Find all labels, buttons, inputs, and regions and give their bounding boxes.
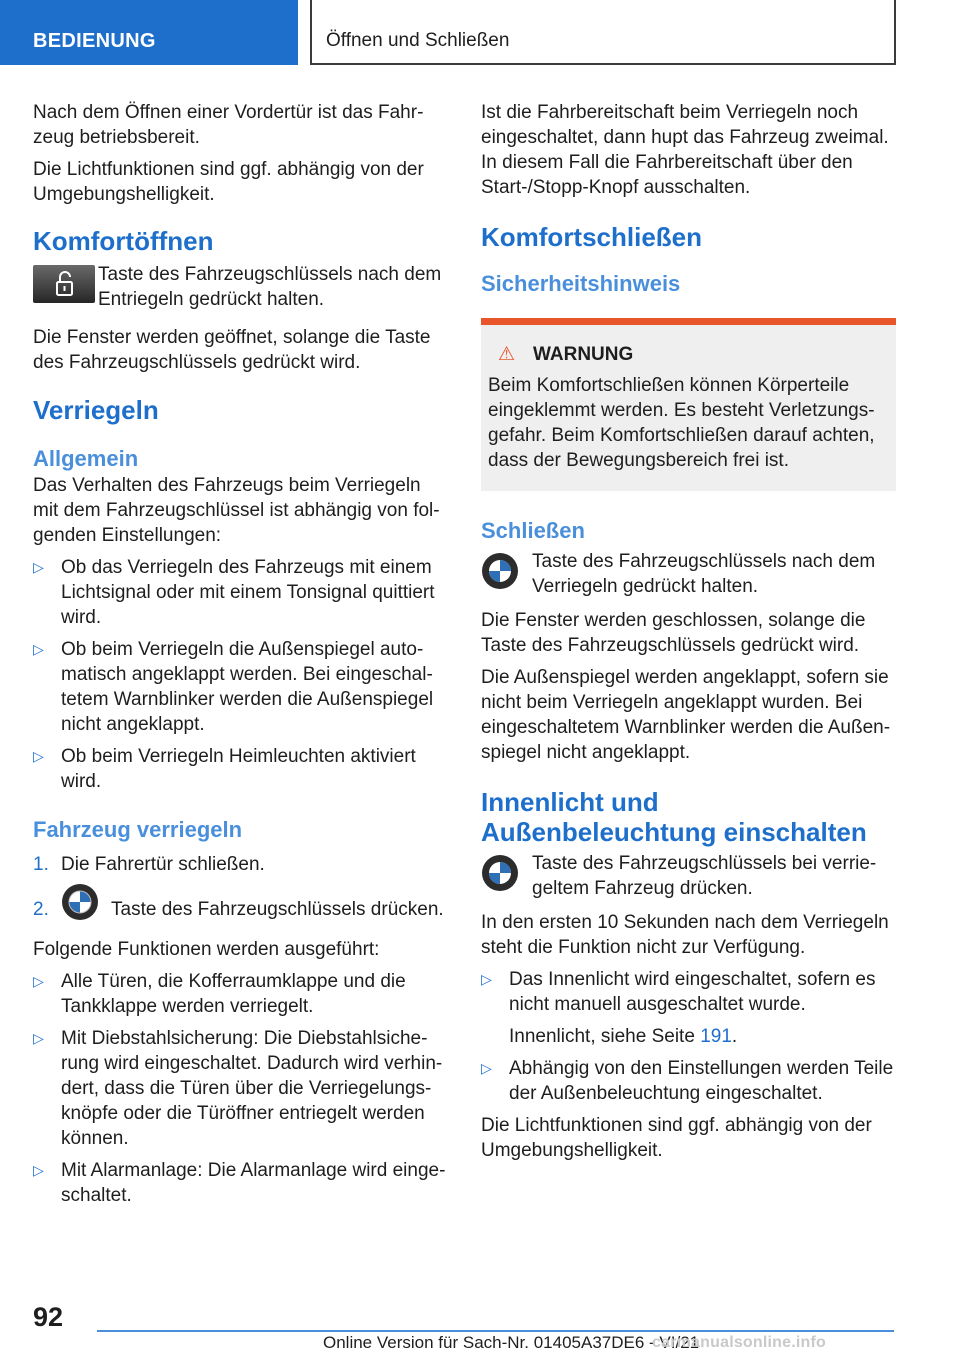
warning-box	[481, 318, 896, 491]
page-reference: Innenlicht, siehe Seite 191.	[509, 1026, 738, 1047]
triangle-bullet-icon: ▷	[33, 559, 44, 575]
watermark: carmanualsonline.info	[652, 1334, 827, 1351]
page-number: 92	[33, 1302, 64, 1332]
heading-schliessen: Schließen	[481, 518, 585, 543]
step-text: Die Fahrertür schließen.	[61, 854, 265, 875]
windows-close-paragraph: Die Fenster werden geschlossen, solange die Taste des Fahrzeugschlüssels gedrückt wird.	[481, 610, 866, 656]
key-unlock-text: Taste des Fahrzeugschlüssels nach dem Entriegeln gedrückt halten.	[98, 264, 442, 310]
list-item: ▷ Mit Alarmanlage: Die Alarmanlage wird einge-schaltet.	[33, 1160, 446, 1206]
warning-text: Beim Komfortschließen können Körperteile eingeklemmt werden. Es besteht Verletzungs-gefahr. Beim Komfortschließen darauf achten, dass der Bewegungsbereich frei ist.	[488, 375, 875, 471]
step-number: 1.	[33, 854, 49, 875]
unlock-button-icon	[33, 265, 95, 308]
footer-divider	[97, 1330, 894, 1332]
windows-open-paragraph: Die Fenster werden geöffnet, solange die Taste des Fahrzeugschlüssels gedrückt wird.	[33, 327, 431, 373]
triangle-bullet-icon: ▷	[33, 641, 44, 657]
light-note-paragraph: Die Lichtfunktionen sind ggf. abhängig von der Umgebungshelligkeit.	[481, 1115, 872, 1161]
heading-allgemein: Allgemein	[33, 446, 139, 471]
step-number: 2.	[33, 899, 49, 920]
list-item: ▷ Das Innenlicht wird eingeschaltet, sofern es nicht manuell ausgeschaltet wurde. Innenlicht, siehe Seite 191.	[481, 967, 896, 1049]
right-column	[481, 100, 896, 1170]
header-section-label: BEDIENUNG	[33, 30, 156, 52]
triangle-bullet-icon: ▷	[33, 1030, 44, 1046]
heading-verriegeln: Verriegeln	[33, 395, 159, 425]
list-item: ▷ Abhängig von den Einstellungen werden Teile der Außenbeleuchtung eingeschaltet.	[481, 1058, 894, 1104]
step-text: Taste des Fahrzeugschlüssels drücken.	[111, 899, 444, 920]
heading-sicherheitshinweis: Sicherheitshinweis	[481, 271, 681, 296]
triangle-bullet-icon: ▷	[481, 1060, 492, 1076]
heading-fahrzeug-verriegeln: Fahrzeug verriegeln	[33, 817, 243, 842]
header-chapter-label: Öffnen und Schließen	[326, 30, 510, 51]
bmw-logo-icon	[481, 552, 519, 595]
key-lock-text: Taste des Fahrzeugschlüssels nach dem Verriegeln gedrückt halten.	[532, 551, 876, 597]
heading-komfortschliessen: Komfortschließen	[481, 222, 703, 252]
header-section-tab	[0, 0, 298, 65]
heading-komfortoeffnen: Komfortöffnen	[33, 226, 214, 256]
triangle-bullet-icon: ▷	[33, 748, 44, 764]
light-note-paragraph: Die Lichtfunktionen sind ggf. abhängig von der Umgebungshelligkeit.	[33, 159, 424, 205]
triangle-bullet-icon: ▷	[481, 971, 492, 987]
mirrors-paragraph: Die Außenspiegel werden angeklappt, sofern sie nicht beim Verriegeln angeklappt wurden. Bei eingeschaltetem Warnblinker werden die Außen-spiegel nicht angeklappt.	[481, 667, 891, 763]
key-lock-row	[481, 549, 896, 604]
header-chapter-box	[310, 0, 896, 65]
list-item: ▷ Alle Türen, die Kofferraumklappe und die Tankklappe werden verriegelt.	[33, 971, 406, 1017]
key-light-row	[481, 851, 896, 906]
delay-paragraph: In den ersten 10 Sekunden nach dem Verriegeln steht die Funktion nicht zur Verfügung.	[481, 912, 889, 958]
bmw-logo-icon	[61, 883, 99, 928]
horn-paragraph: Ist die Fahrbereitschaft beim Verriegeln noch eingeschaltet, dann hupt das Fahrzeug zweimal. In diesem Fall die Fahrbereitschaft über den Start-/Stopp-Knopf ausschalten.	[481, 102, 889, 198]
heading-innenlicht: Innenlicht und Außenbeleuchtung einschalten	[481, 787, 867, 847]
lock-steps-list	[33, 852, 448, 927]
footer-online-version: Online Version für Sach-Nr. 01405A37DE6 - VI/21	[323, 1333, 700, 1352]
intro-paragraph: Nach dem Öffnen einer Vordertür ist das Fahr-zeug betriebsbereit.	[33, 102, 424, 148]
list-item: ▷ Ob beim Verriegeln die Außenspiegel auto-matisch angeklappt werden. Bei eingeschal-tetem Warnblinker werden die Außenspiegel nicht angeklappt.	[33, 639, 434, 735]
key-light-text: Taste des Fahrzeugschlüssels bei verrie-geltem Fahrzeug drücken.	[532, 853, 877, 899]
list-item: ▷ Ob das Verriegeln des Fahrzeugs mit einem Lichtsignal oder mit einem Tonsignal quittiert wird.	[33, 557, 435, 628]
functions-paragraph: Folgende Funktionen werden ausgeführt:	[33, 939, 380, 960]
triangle-bullet-icon: ▷	[33, 973, 44, 989]
warning-heading: ⚠ WARNUNG	[488, 342, 888, 367]
list-item: ▷ Ob beim Verriegeln Heimleuchten aktiviert wird.	[33, 746, 416, 792]
light-bullet-list	[481, 967, 896, 1106]
list-item	[33, 852, 448, 877]
settings-bullet-list	[33, 555, 448, 794]
left-column	[33, 100, 448, 1215]
allgemein-paragraph: Das Verhalten des Fahrzeugs beim Verriegeln mit dem Fahrzeugschlüssel ist abhängig von fol-genden Einstellungen:	[33, 475, 440, 546]
key-unlock-row	[33, 262, 448, 317]
triangle-bullet-icon: ▷	[33, 1162, 44, 1178]
list-item	[33, 893, 448, 927]
list-item: ▷ Mit Diebstahlsicherung: Die Diebstahlsiche-rung wird eingeschaltet. Dadurch wird verhin-dert, dass die Türen über die Verriegelungs-knöpfe oder die Türöffner entriegelt werden können.	[33, 1028, 443, 1149]
warning-triangle-icon: ⚠	[498, 344, 516, 365]
bmw-logo-icon	[481, 854, 519, 897]
functions-bullet-list	[33, 969, 448, 1208]
page-reference-link[interactable]: 191	[700, 1026, 732, 1047]
